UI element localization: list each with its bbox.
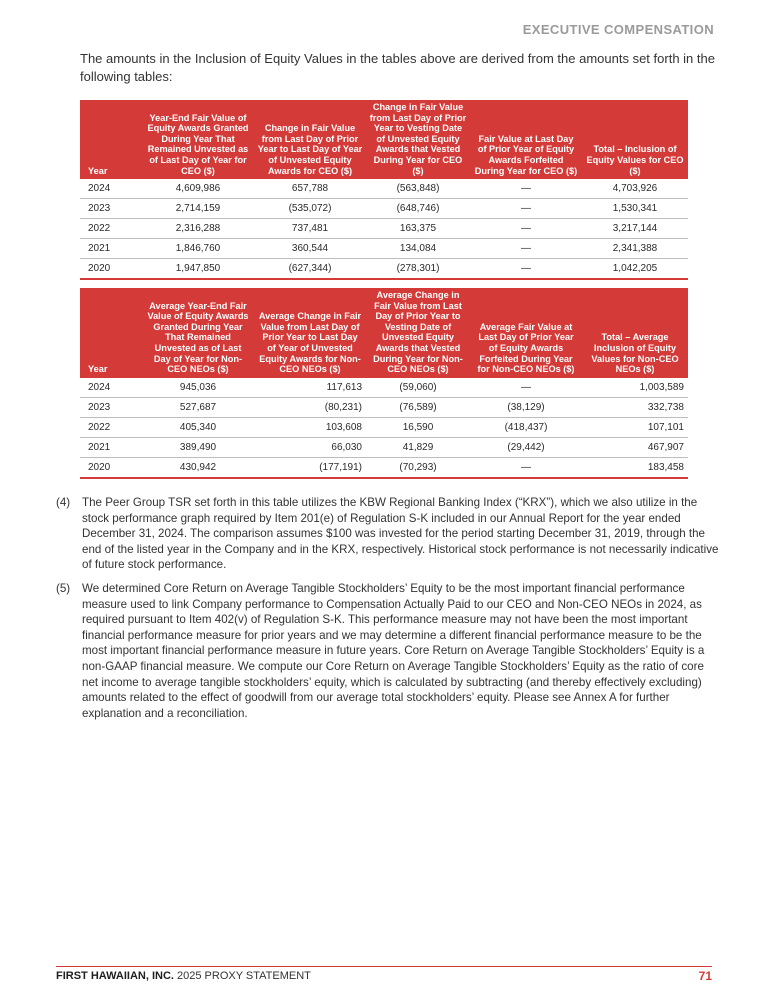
value-cell: 16,590 — [366, 417, 470, 437]
value-cell: (418,437) — [470, 417, 582, 437]
value-cell: — — [470, 259, 582, 280]
year-cell: 2023 — [80, 199, 142, 219]
value-cell: 405,340 — [142, 417, 254, 437]
value-cell: (38,129) — [470, 397, 582, 417]
footnote-number: (4) — [56, 496, 71, 509]
footer-document: 2025 PROXY STATEMENT — [177, 970, 311, 982]
footnote-text: We determined Core Return on Average Tangible Stockholders’ Equity to be the most important financial performance measure used to link Company performance to Compensation Actually Paid to our CEO and Non-CEO NEOs in 2024, as required pursuant to Item 402(v) of Regulation S-K. This performance measure may not have been the most important financial performance measure for prior years and we may determine a different financial performance measure to be the most important financial performance measure in future years. Core Return on Average Tangible Stockholders’ Equity is a non-GAAP financial measure. We compute our Core Return on Average Tangible Stockholders’ Equity as the ratio of core net income to average tangible stockholders’ equity, which is calculated by subtracting (and thereby effectively excluding) amounts related to the effect of goodwill from our average total stockholders’ equity. Please see Annex A for further explanation and a reconciliation. — [82, 581, 705, 720]
column-header-year: Year — [80, 288, 142, 378]
value-cell: (278,301) — [366, 259, 470, 280]
value-cell: 737,481 — [254, 219, 366, 239]
footer-company: FIRST HAWAIIAN, INC. — [56, 970, 174, 982]
value-cell: 2,714,159 — [142, 199, 254, 219]
value-cell: 107,101 — [582, 417, 688, 437]
intro-paragraph: The amounts in the Inclusion of Equity Values in the tables above are derived from the amounts set forth in the following tables: — [80, 51, 715, 84]
column-header: Average Change in Fair Value from Last Day of Prior Year to Vesting Date of Unvested Equity Awards that Vested During Year for Non-CEO NEOs ($) — [366, 288, 470, 378]
footnote-5 — [56, 581, 720, 721]
table-row — [80, 397, 688, 417]
year-cell: 2021 — [80, 239, 142, 259]
ceo-equity-values-table — [80, 100, 688, 280]
value-cell: 117,613 — [254, 378, 366, 398]
non-ceo-equity-values-table — [80, 288, 688, 479]
value-cell: 467,907 — [582, 437, 688, 457]
column-header: Total – Average Inclusion of Equity Values for Non-CEO NEOs ($) — [582, 288, 688, 378]
table-row — [80, 179, 688, 199]
value-cell: (76,589) — [366, 397, 470, 417]
footnotes — [56, 495, 720, 729]
value-cell: (535,072) — [254, 199, 366, 219]
footer-title — [56, 970, 311, 982]
value-cell: 3,217,144 — [582, 219, 688, 239]
value-cell: 134,084 — [366, 239, 470, 259]
table-header-row — [80, 288, 688, 378]
value-cell: 163,375 — [366, 219, 470, 239]
table-row — [80, 378, 688, 398]
year-cell: 2024 — [80, 179, 142, 199]
value-cell: — — [470, 199, 582, 219]
value-cell: — — [470, 239, 582, 259]
year-cell: 2021 — [80, 437, 142, 457]
value-cell: (627,344) — [254, 259, 366, 280]
column-header: Total – Inclusion of Equity Values for CEO ($) — [582, 100, 688, 179]
column-header: Average Fair Value at Last Day of Prior Year of Equity Awards Forfeited During Year for Non-CEO NEOs ($) — [470, 288, 582, 378]
table-row — [80, 219, 688, 239]
value-cell: 527,687 — [142, 397, 254, 417]
year-cell: 2023 — [80, 397, 142, 417]
column-header: Change in Fair Value from Last Day of Prior Year to Last Day of Year of Unvested Equity Awards for CEO ($) — [254, 100, 366, 179]
value-cell: 1,530,341 — [582, 199, 688, 219]
value-cell: 945,036 — [142, 378, 254, 398]
value-cell: 183,458 — [582, 457, 688, 478]
year-cell: 2020 — [80, 457, 142, 478]
value-cell: 103,608 — [254, 417, 366, 437]
table-header-row — [80, 100, 688, 179]
table-row — [80, 199, 688, 219]
value-cell: (70,293) — [366, 457, 470, 478]
section-header: EXECUTIVE COMPENSATION — [522, 22, 714, 37]
value-cell: 41,829 — [366, 437, 470, 457]
table-row — [80, 239, 688, 259]
footnote-number: (5) — [56, 581, 71, 595]
value-cell: (59,060) — [366, 378, 470, 398]
value-cell: 4,609,986 — [142, 179, 254, 199]
year-cell: 2020 — [80, 259, 142, 280]
column-header: Average Change in Fair Value from Last Day of Prior Year to Last Day of Year of Unvested Equity Awards for Non-CEO NEOs ($) — [254, 288, 366, 378]
value-cell: — — [470, 219, 582, 239]
column-header-year: Year — [80, 100, 142, 179]
table-row — [80, 457, 688, 478]
page-number: 71 — [698, 969, 712, 983]
value-cell: 1,042,205 — [582, 259, 688, 280]
column-header: Year-End Fair Value of Equity Awards Granted During Year That Remained Unvested as of Last Day of Year for CEO ($) — [142, 100, 254, 179]
footer-divider — [56, 966, 712, 967]
value-cell: 430,942 — [142, 457, 254, 478]
value-cell: (648,746) — [366, 199, 470, 219]
value-cell: 2,341,388 — [582, 239, 688, 259]
year-cell: 2022 — [80, 219, 142, 239]
table-row — [80, 437, 688, 457]
value-cell: 360,544 — [254, 239, 366, 259]
table-row — [80, 417, 688, 437]
value-cell: 1,846,760 — [142, 239, 254, 259]
footnote-4 — [56, 495, 720, 573]
table-row — [80, 259, 688, 280]
value-cell: 1,003,589 — [582, 378, 688, 398]
value-cell: — — [470, 378, 582, 398]
year-cell: 2024 — [80, 378, 142, 398]
value-cell: 389,490 — [142, 437, 254, 457]
value-cell: (563,848) — [366, 179, 470, 199]
footnote-text: The Peer Group TSR set forth in this table utilizes the KBW Regional Banking Index (“KRX”), which we also utilize in the stock performance graph required by Item 201(e) of Regulation S-K included in our Annual Report for the year ended December 31, 2024. The comparison assumes $100 was invested for the period starting December 31, 2019, through the end of the listed year in the Company and in the KRX, respectively. Historical stock performance is not necessarily indicative of future stock performance. — [82, 496, 719, 572]
value-cell: 1,947,850 — [142, 259, 254, 280]
value-cell: 2,316,288 — [142, 219, 254, 239]
value-cell: 657,788 — [254, 179, 366, 199]
value-cell: 4,703,926 — [582, 179, 688, 199]
value-cell: 66,030 — [254, 437, 366, 457]
column-header: Change in Fair Value from Last Day of Prior Year to Vesting Date of Unvested Equity Awards that Vested During Year for CEO ($) — [366, 100, 470, 179]
value-cell: (177,191) — [254, 457, 366, 478]
value-cell: 332,738 — [582, 397, 688, 417]
column-header: Average Year-End Fair Value of Equity Awards Granted During Year That Remained Unvested as of Last Day of Year for Non-CEO NEOs ($) — [142, 288, 254, 378]
value-cell: — — [470, 179, 582, 199]
year-cell: 2022 — [80, 417, 142, 437]
value-cell: (29,442) — [470, 437, 582, 457]
value-cell: — — [470, 457, 582, 478]
column-header: Fair Value at Last Day of Prior Year of Equity Awards Forfeited During Year for CEO ($) — [470, 100, 582, 179]
value-cell: (80,231) — [254, 397, 366, 417]
